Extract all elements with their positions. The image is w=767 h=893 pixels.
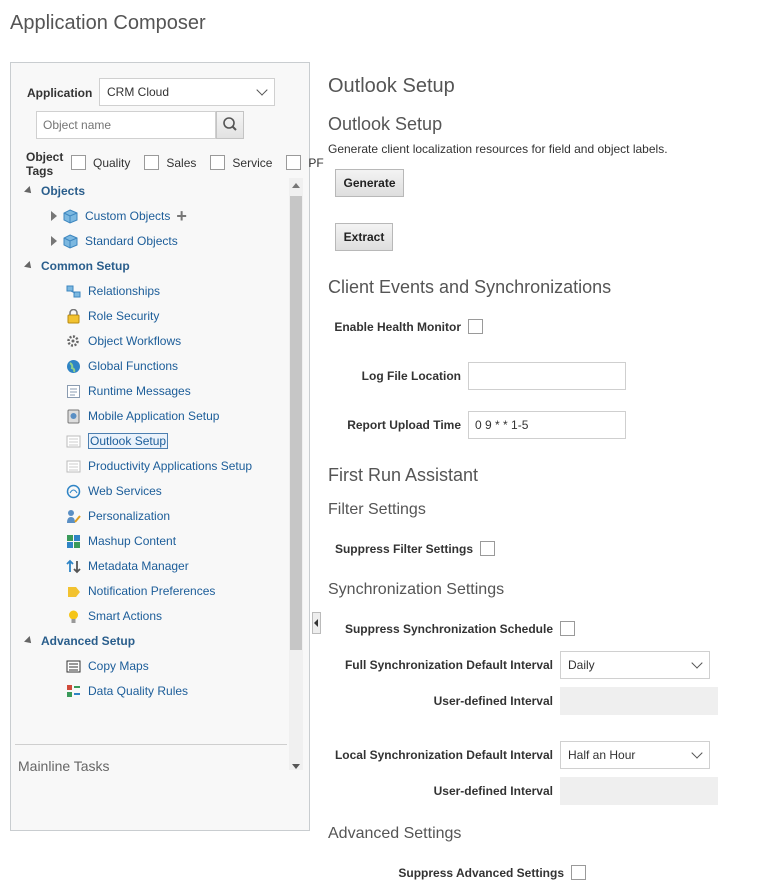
user-defined-interval-label: User-defined Interval <box>433 784 553 798</box>
item-label: Web Services <box>88 484 162 498</box>
suppress-synchronization-schedule-label: Suppress Synchronization Schedule <box>344 622 553 636</box>
section-label: Common Setup <box>41 259 130 273</box>
scroll-down-icon[interactable] <box>292 764 300 769</box>
tree-item-runtime-messages[interactable] <box>66 382 191 400</box>
tree-item-standard-objects[interactable] <box>51 232 178 250</box>
tag-quality-checkbox[interactable] <box>71 155 86 170</box>
tree-item-object-workflows[interactable] <box>66 332 181 350</box>
tree-item-productivity-applications-setup[interactable] <box>66 457 252 475</box>
enable-health-monitor-checkbox[interactable] <box>468 319 483 334</box>
tree-section-objects[interactable] <box>25 182 85 200</box>
section-title-client-events: Client Events and Synchronizations <box>328 277 612 297</box>
outlook-icon <box>66 434 81 449</box>
navigation-tree <box>11 178 289 748</box>
lightbulb-icon <box>66 609 81 624</box>
application-label: Application <box>27 86 93 100</box>
tree-item-web-services[interactable] <box>66 482 162 500</box>
suppress-synchronization-schedule-checkbox[interactable] <box>560 621 575 636</box>
report-upload-time-input[interactable] <box>468 411 626 439</box>
full-sync-interval-value: Daily <box>568 658 595 672</box>
notification-icon <box>66 584 81 599</box>
item-label: Custom Objects <box>85 209 171 223</box>
collapse-icon <box>24 261 34 271</box>
suppress-advanced-settings-label: Suppress Advanced Settings <box>398 866 564 880</box>
tree-item-mashup-content[interactable] <box>66 532 176 550</box>
chevron-down-icon <box>691 747 702 758</box>
message-icon <box>66 384 81 399</box>
item-label: Notification Preferences <box>88 584 216 598</box>
tree-item-smart-actions[interactable] <box>66 607 162 625</box>
item-label: Runtime Messages <box>88 384 191 398</box>
page-title: Outlook Setup <box>328 75 455 97</box>
tree-item-relationships[interactable] <box>66 282 160 300</box>
item-label: Object Workflows <box>88 334 182 348</box>
tag-label: Sales <box>166 155 197 170</box>
object-tags-label: Object Tags <box>26 150 64 178</box>
scroll-up-icon[interactable] <box>292 183 300 188</box>
section-label: Objects <box>41 184 86 198</box>
application-select-value: CRM Cloud <box>107 85 170 99</box>
tag-sales-checkbox[interactable] <box>144 155 159 170</box>
user-defined-interval-label: User-defined Interval <box>433 694 553 708</box>
search-icon <box>217 112 243 138</box>
item-label: Copy Maps <box>88 659 149 673</box>
item-label: Standard Objects <box>85 234 178 248</box>
expand-icon <box>51 236 57 246</box>
tag-pf-checkbox[interactable] <box>286 155 301 170</box>
section-title-synchronization-settings: Synchronization Settings <box>328 581 505 598</box>
custom-objects-icon <box>63 209 78 224</box>
left-panel <box>10 62 324 831</box>
local-sync-user-defined-interval-field <box>560 777 718 805</box>
mainline-tasks-header[interactable]: Mainline Tasks <box>18 758 110 774</box>
full-sync-user-defined-interval-field <box>560 687 718 715</box>
tree-item-role-security[interactable] <box>66 307 159 325</box>
local-sync-interval-value: Half an Hour <box>568 748 636 762</box>
tree-item-custom-objects[interactable] <box>51 207 187 225</box>
lock-icon <box>66 309 81 324</box>
standard-objects-icon <box>63 234 78 249</box>
item-label: Mashup Content <box>88 534 177 548</box>
copy-maps-icon <box>66 659 81 674</box>
generate-button[interactable]: Generate <box>335 169 404 197</box>
metadata-icon <box>66 559 81 574</box>
local-sync-interval-label: Local Synchronization Default Interval <box>334 748 553 762</box>
search-button[interactable] <box>216 111 244 139</box>
local-sync-interval-select[interactable] <box>560 741 710 769</box>
item-label: Mobile Application Setup <box>88 409 220 423</box>
tag-label: PF <box>308 155 324 170</box>
application-select[interactable] <box>99 78 275 106</box>
suppress-filter-settings-checkbox[interactable] <box>480 541 495 556</box>
tree-item-personalization[interactable] <box>66 507 170 525</box>
item-label: Data Quality Rules <box>88 684 189 698</box>
app-title: Application Composer <box>10 12 206 34</box>
chevron-down-icon <box>691 657 702 668</box>
item-label: Outlook Setup <box>90 434 167 448</box>
extract-button[interactable]: Extract <box>335 223 393 251</box>
report-upload-time-label: Report Upload Time <box>347 418 461 432</box>
item-label: Relationships <box>88 284 161 298</box>
collapse-icon <box>24 186 34 196</box>
section-label: Advanced Setup <box>41 634 136 648</box>
item-label: Role Security <box>88 309 160 323</box>
mashup-icon <box>66 534 81 549</box>
section-title-advanced-settings: Advanced Settings <box>328 825 462 842</box>
item-label: Productivity Applications Setup <box>88 459 253 473</box>
web-services-icon <box>66 484 81 499</box>
tag-label: Quality <box>93 155 131 170</box>
tree-item-copy-maps[interactable] <box>66 657 149 675</box>
full-sync-interval-label: Full Synchronization Default Interval <box>344 658 553 672</box>
full-sync-interval-select[interactable] <box>560 651 710 679</box>
item-label: Metadata Manager <box>88 559 189 573</box>
tree-item-mobile-application-setup[interactable] <box>66 407 219 425</box>
tree-item-global-functions[interactable] <box>66 357 178 375</box>
tree-item-data-quality-rules[interactable] <box>66 682 188 700</box>
item-label: Smart Actions <box>88 609 163 623</box>
section-title-outlook-setup: Outlook Setup <box>328 114 443 134</box>
tree-scrollbar[interactable] <box>289 178 303 770</box>
tree-section-common-setup[interactable] <box>25 257 130 275</box>
description-text: Generate client localization resources for field and object labels. <box>328 142 668 156</box>
expand-icon <box>51 211 57 221</box>
divider <box>15 744 287 745</box>
collapse-left-icon <box>314 619 318 627</box>
chevron-down-icon <box>256 84 267 95</box>
add-icon[interactable]: + <box>176 206 187 226</box>
item-label: Personalization <box>88 509 171 523</box>
enable-health-monitor-label: Enable Health Monitor <box>334 320 461 334</box>
section-title-filter-settings: Filter Settings <box>328 501 426 518</box>
relationships-icon <box>66 284 81 299</box>
tag-service-checkbox[interactable] <box>210 155 225 170</box>
item-label: Global Functions <box>88 359 179 373</box>
globe-icon <box>66 359 81 374</box>
tag-label: Service <box>232 155 273 170</box>
suppress-advanced-settings-checkbox[interactable] <box>571 865 586 880</box>
tag-filters <box>71 155 324 170</box>
object-name-search-input[interactable] <box>36 111 216 139</box>
tree-item-outlook-setup[interactable] <box>66 432 168 450</box>
mobile-icon <box>66 409 81 424</box>
section-title-first-run-assistant: First Run Assistant <box>328 465 479 485</box>
gear-icon <box>66 334 81 349</box>
scrollbar-thumb[interactable] <box>290 196 302 650</box>
log-file-location-input[interactable] <box>468 362 626 390</box>
tree-item-metadata-manager[interactable] <box>66 557 189 575</box>
personalization-icon <box>66 509 81 524</box>
tree-item-notification-preferences[interactable] <box>66 582 215 600</box>
productivity-icon <box>66 459 81 474</box>
suppress-filter-settings-label: Suppress Filter Settings <box>334 542 473 556</box>
log-file-location-label: Log File Location <box>361 369 461 383</box>
data-quality-icon <box>66 684 81 699</box>
tree-section-advanced-setup[interactable] <box>25 632 135 650</box>
collapse-icon <box>24 636 34 646</box>
